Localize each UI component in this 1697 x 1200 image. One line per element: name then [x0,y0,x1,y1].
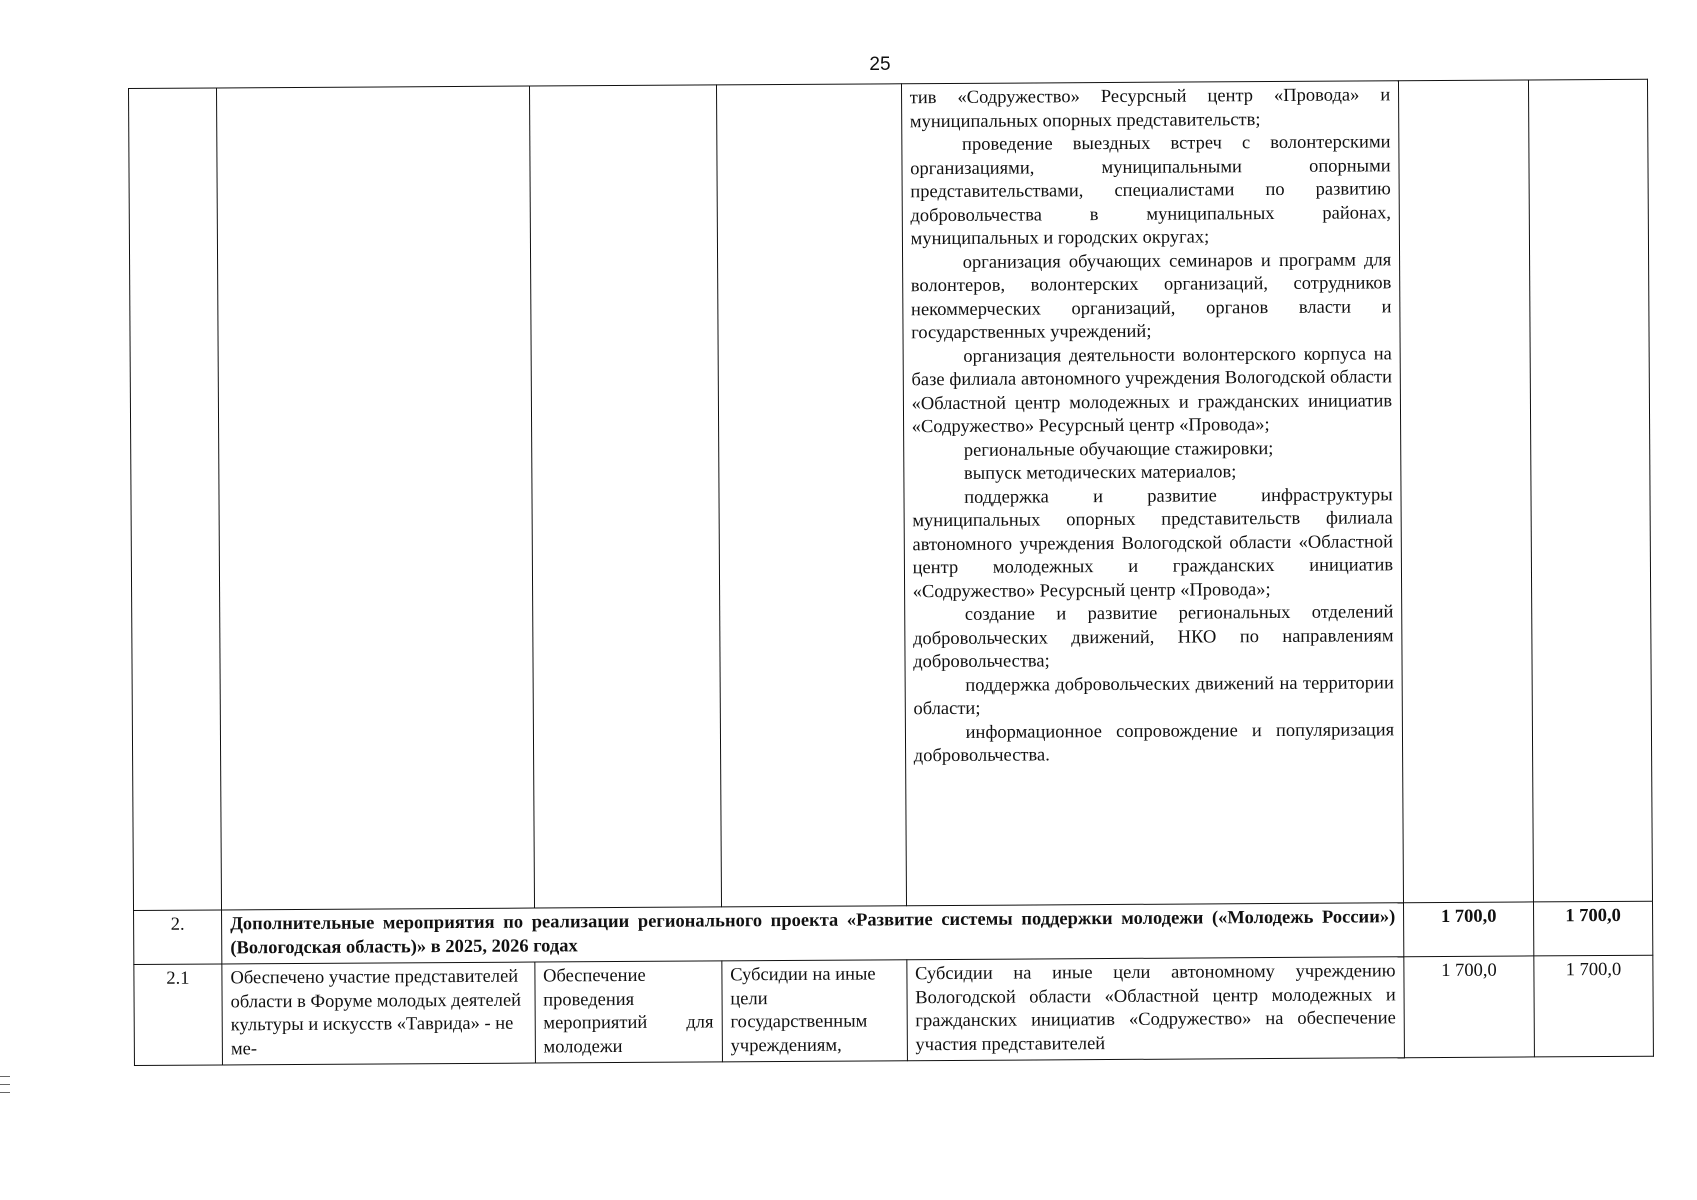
row-description: Субсидии на иные цели автономному учреждению Вологодской области «Областной центр молодежных и гражданских инициатив «Содружество» на обеспечение участия представителей [906,957,1404,1061]
scan-edge-marks [0,1076,10,1100]
paragraph: организация обучающих семинаров и программ для волонтеров, волонтерских организаций, сотрудников некоммерческих организаций, органов власти и государственных учреждений; [910,249,1392,344]
cell-amount-1 [1399,80,1534,903]
cell-description [901,81,1404,906]
section-amount-2: 1 700,0 [1534,901,1653,956]
row-result: Обеспечено участие представителей области в Форуме молодых деятелей культуры и искусств «Таврида» - не ме- [222,962,535,1065]
paragraph: проведение выездных встреч с волонтерскими организациями, муниципальными опорными представительствами, специалистами по развитию добровольчества в муниципальных районах, муниципальных и городских округах; [910,132,1392,250]
paragraph: выпуск методических материалов; [963,462,1237,484]
table-row-2-1 [134,955,1654,1065]
paragraph: создание и развитие региональных отделений добровольческих движений, НКО по направлениям добровольчества; [912,602,1394,673]
section-number: 2. [134,910,222,965]
paragraph: информационное сопровождение и популяризация добровольчества. [913,719,1395,767]
row-amount-1: 1 700,0 [1404,956,1534,1058]
paragraph: поддержка и развитие инфраструктуры муниципальных опорных представительств филиала автономного учреждения Вологодской области «Областной центр молодежных и гражданских инициатив «Содружество» Ресурсный центр «Провода»; [912,484,1394,602]
paragraph: организация деятельности волонтерского корпуса на базе филиала автономного учреждения Вологодской области «Областной центр молодежных и гражданских инициатив «Содружество» Ресурсный центр «Провода»; [911,343,1393,438]
paragraph: поддержка добровольческих движений на территории области; [913,672,1394,720]
row-event: Обеспечение проведения мероприятий для молодежи [534,961,722,1063]
paragraph: региональные обучающие стажировки; [963,438,1274,461]
row-number: 2.1 [134,964,223,1066]
cell-number [129,88,222,911]
row-type: Субсидии на иные цели государственным учреждениям, [722,960,908,1062]
cell-event [529,85,721,908]
cell-result [217,86,535,910]
section-amount-1: 1 700,0 [1404,902,1534,957]
page-number: 25 [869,54,891,75]
paragraph: тив «Содружество» Ресурсный центр «Провода» и муниципальных опорных представительств; [909,85,1391,132]
table-row-section [134,901,1653,964]
cell-amount-2 [1529,79,1653,902]
document-table [128,79,1654,1066]
section-title: Дополнительные мероприятия по реализации регионального проекта «Развитие системы поддержки молодежи («Молодежь России») (Вологодская область)» в 2025, 2026 годах [222,903,1404,964]
cell-type [716,84,906,907]
table-row-continuation [129,79,1653,910]
row-amount-2: 1 700,0 [1534,955,1654,1057]
